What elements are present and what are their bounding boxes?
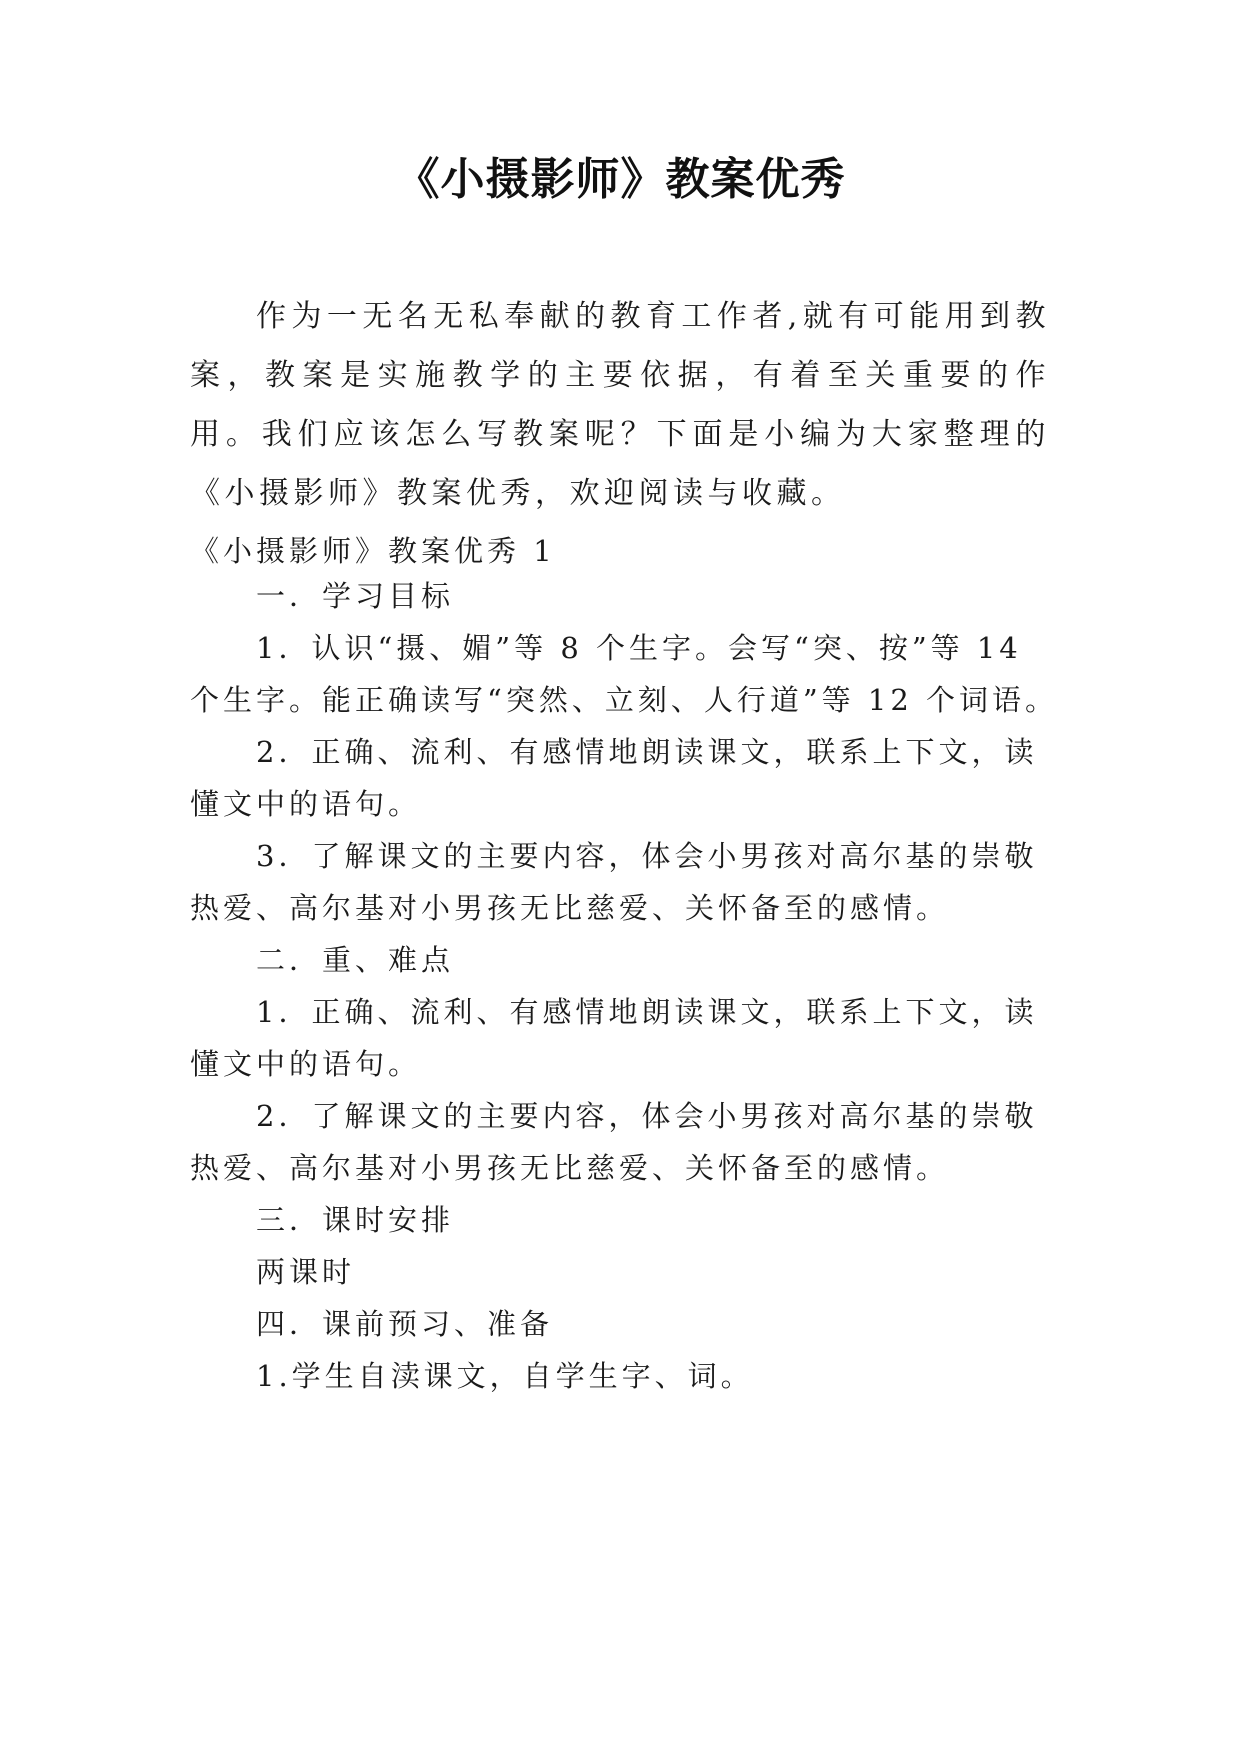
text-line: 热爱、高尔基对小男孩无比慈爱、关怀备至的感情。 [190, 1151, 950, 1185]
subheading-preparation: 四．课前预习、准备 [256, 1307, 554, 1341]
intro-paragraph: 作为一无名无私奉献的教育工作者,就有可能用到教案，教案是实施教学的主要依据，有着至关重要的作用。我们应该怎么写教案呢？下面是小编为大家整理的《小摄影师》教案优秀，欢迎阅读与收藏。 [190, 299, 1050, 511]
document-title: 《小摄影师》教案优秀 [395, 154, 846, 205]
text-line: 2．正确、流利、有感情地朗读课文，联系上下文，读 [256, 735, 1038, 769]
text-line: 懂文中的语句。 [190, 1047, 422, 1081]
text-line: 3．了解课文的主要内容，体会小男孩对高尔基的崇敬 [256, 839, 1038, 873]
text-line: 1．正确、流利、有感情地朗读课文，联系上下文，读 [256, 995, 1038, 1029]
text-line: 懂文中的语句。 [190, 787, 422, 821]
text-line: 1.学生自渎课文，自学生字、词。 [256, 1359, 754, 1393]
text-line: 热爱、高尔基对小男孩无比慈爱、关怀备至的感情。 [190, 891, 950, 925]
text-line: 2．了解课文的主要内容，体会小男孩对高尔基的崇敬 [256, 1099, 1038, 1133]
text-line: 个生字。能正确读写“突然、立刻、人行道”等 12 个词语。 [190, 683, 1058, 717]
subheading-objectives: 一．学习目标 [256, 579, 455, 613]
text-line: 两课时 [256, 1255, 356, 1289]
subheading-key-points: 二．重、难点 [256, 943, 455, 977]
section-heading: 《小摄影师》教案优秀 1 [190, 534, 556, 568]
text-line: 1．认识“摄、媚”等 8 个生字。会写“突、按”等 14 [256, 631, 1022, 665]
subheading-schedule: 三．课时安排 [256, 1203, 455, 1237]
